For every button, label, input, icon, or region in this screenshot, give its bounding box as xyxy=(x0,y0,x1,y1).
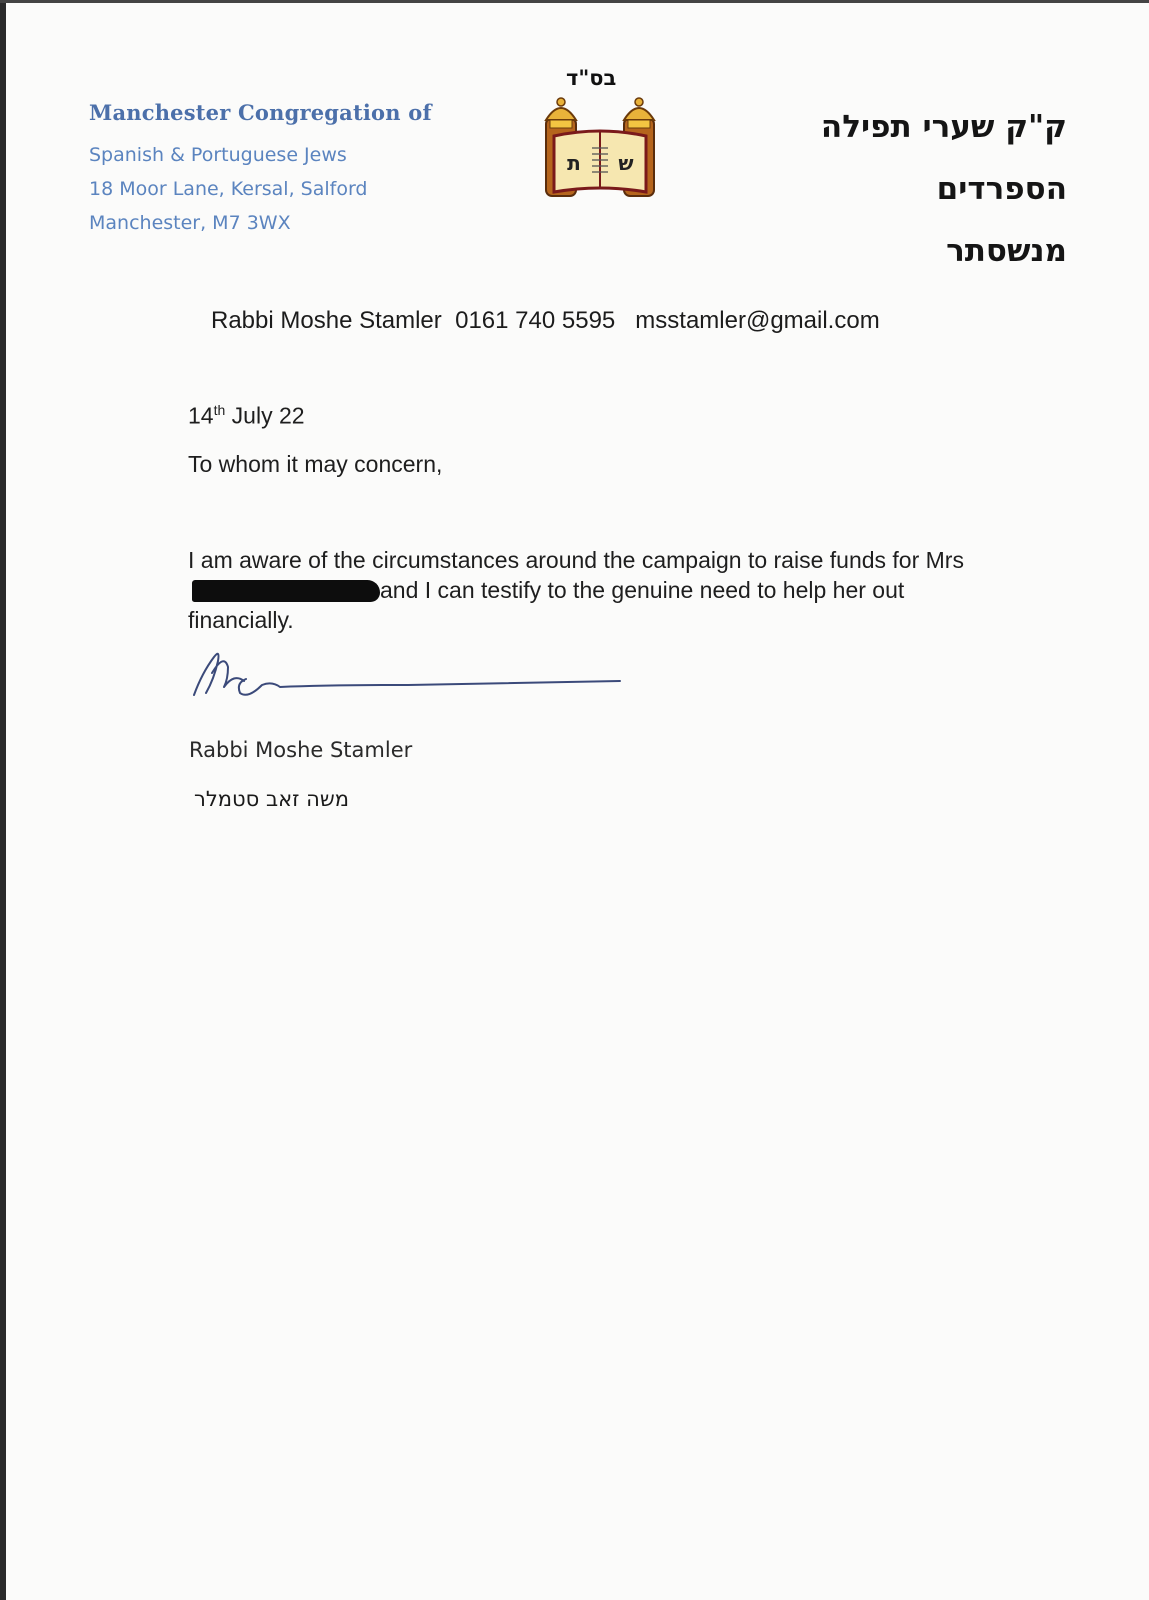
scan-edge-top xyxy=(0,0,1149,3)
logo-letter-left: ת xyxy=(567,151,581,175)
contact-name: Rabbi Moshe Stamler xyxy=(211,307,442,334)
contact-phone: 0161 740 5595 xyxy=(455,307,616,334)
handwritten-signature xyxy=(188,643,638,718)
hebrew-line-3: מנשסתר xyxy=(946,233,1067,269)
letterhead-left xyxy=(89,100,432,240)
hebrew-line-2: הספרדים xyxy=(936,171,1067,207)
date-suffix: th xyxy=(213,402,226,418)
congregation-name: Manchester Congregation of xyxy=(89,100,432,125)
address-line-1: Spanish & Portuguese Jews xyxy=(89,144,347,166)
contact-line xyxy=(211,307,880,335)
redaction-mark xyxy=(192,580,380,602)
body-part-1: I am aware of the circumstances around the campaign to raise funds for Mrs xyxy=(188,547,964,573)
bsd-heading: בס"ד xyxy=(566,66,617,90)
letterhead-hebrew xyxy=(821,96,1067,282)
date-rest: July 22 xyxy=(225,402,305,429)
scan-edge-left xyxy=(0,0,6,1600)
address-line-2: 18 Moor Lane, Kersal, Salford xyxy=(89,178,368,200)
letter-greeting: To whom it may concern, xyxy=(188,451,443,477)
letter-date xyxy=(188,402,305,430)
signatory-hebrew-name: משה זאב סטמלר xyxy=(194,787,349,811)
open-torah-scroll-icon xyxy=(540,96,660,207)
address-line-3: Manchester, M7 3WX xyxy=(89,212,291,234)
contact-email: msstamler@gmail.com xyxy=(635,307,880,334)
logo-letter-right: ש xyxy=(618,151,634,175)
hebrew-line-1: ק"ק שערי תפילה xyxy=(820,109,1067,145)
letter-body xyxy=(188,545,988,635)
signatory-name: Rabbi Moshe Stamler xyxy=(189,738,413,762)
body-part-2: and I can testify to the genuine need to help her out financially. xyxy=(188,577,905,633)
date-day: 14 xyxy=(188,402,214,429)
